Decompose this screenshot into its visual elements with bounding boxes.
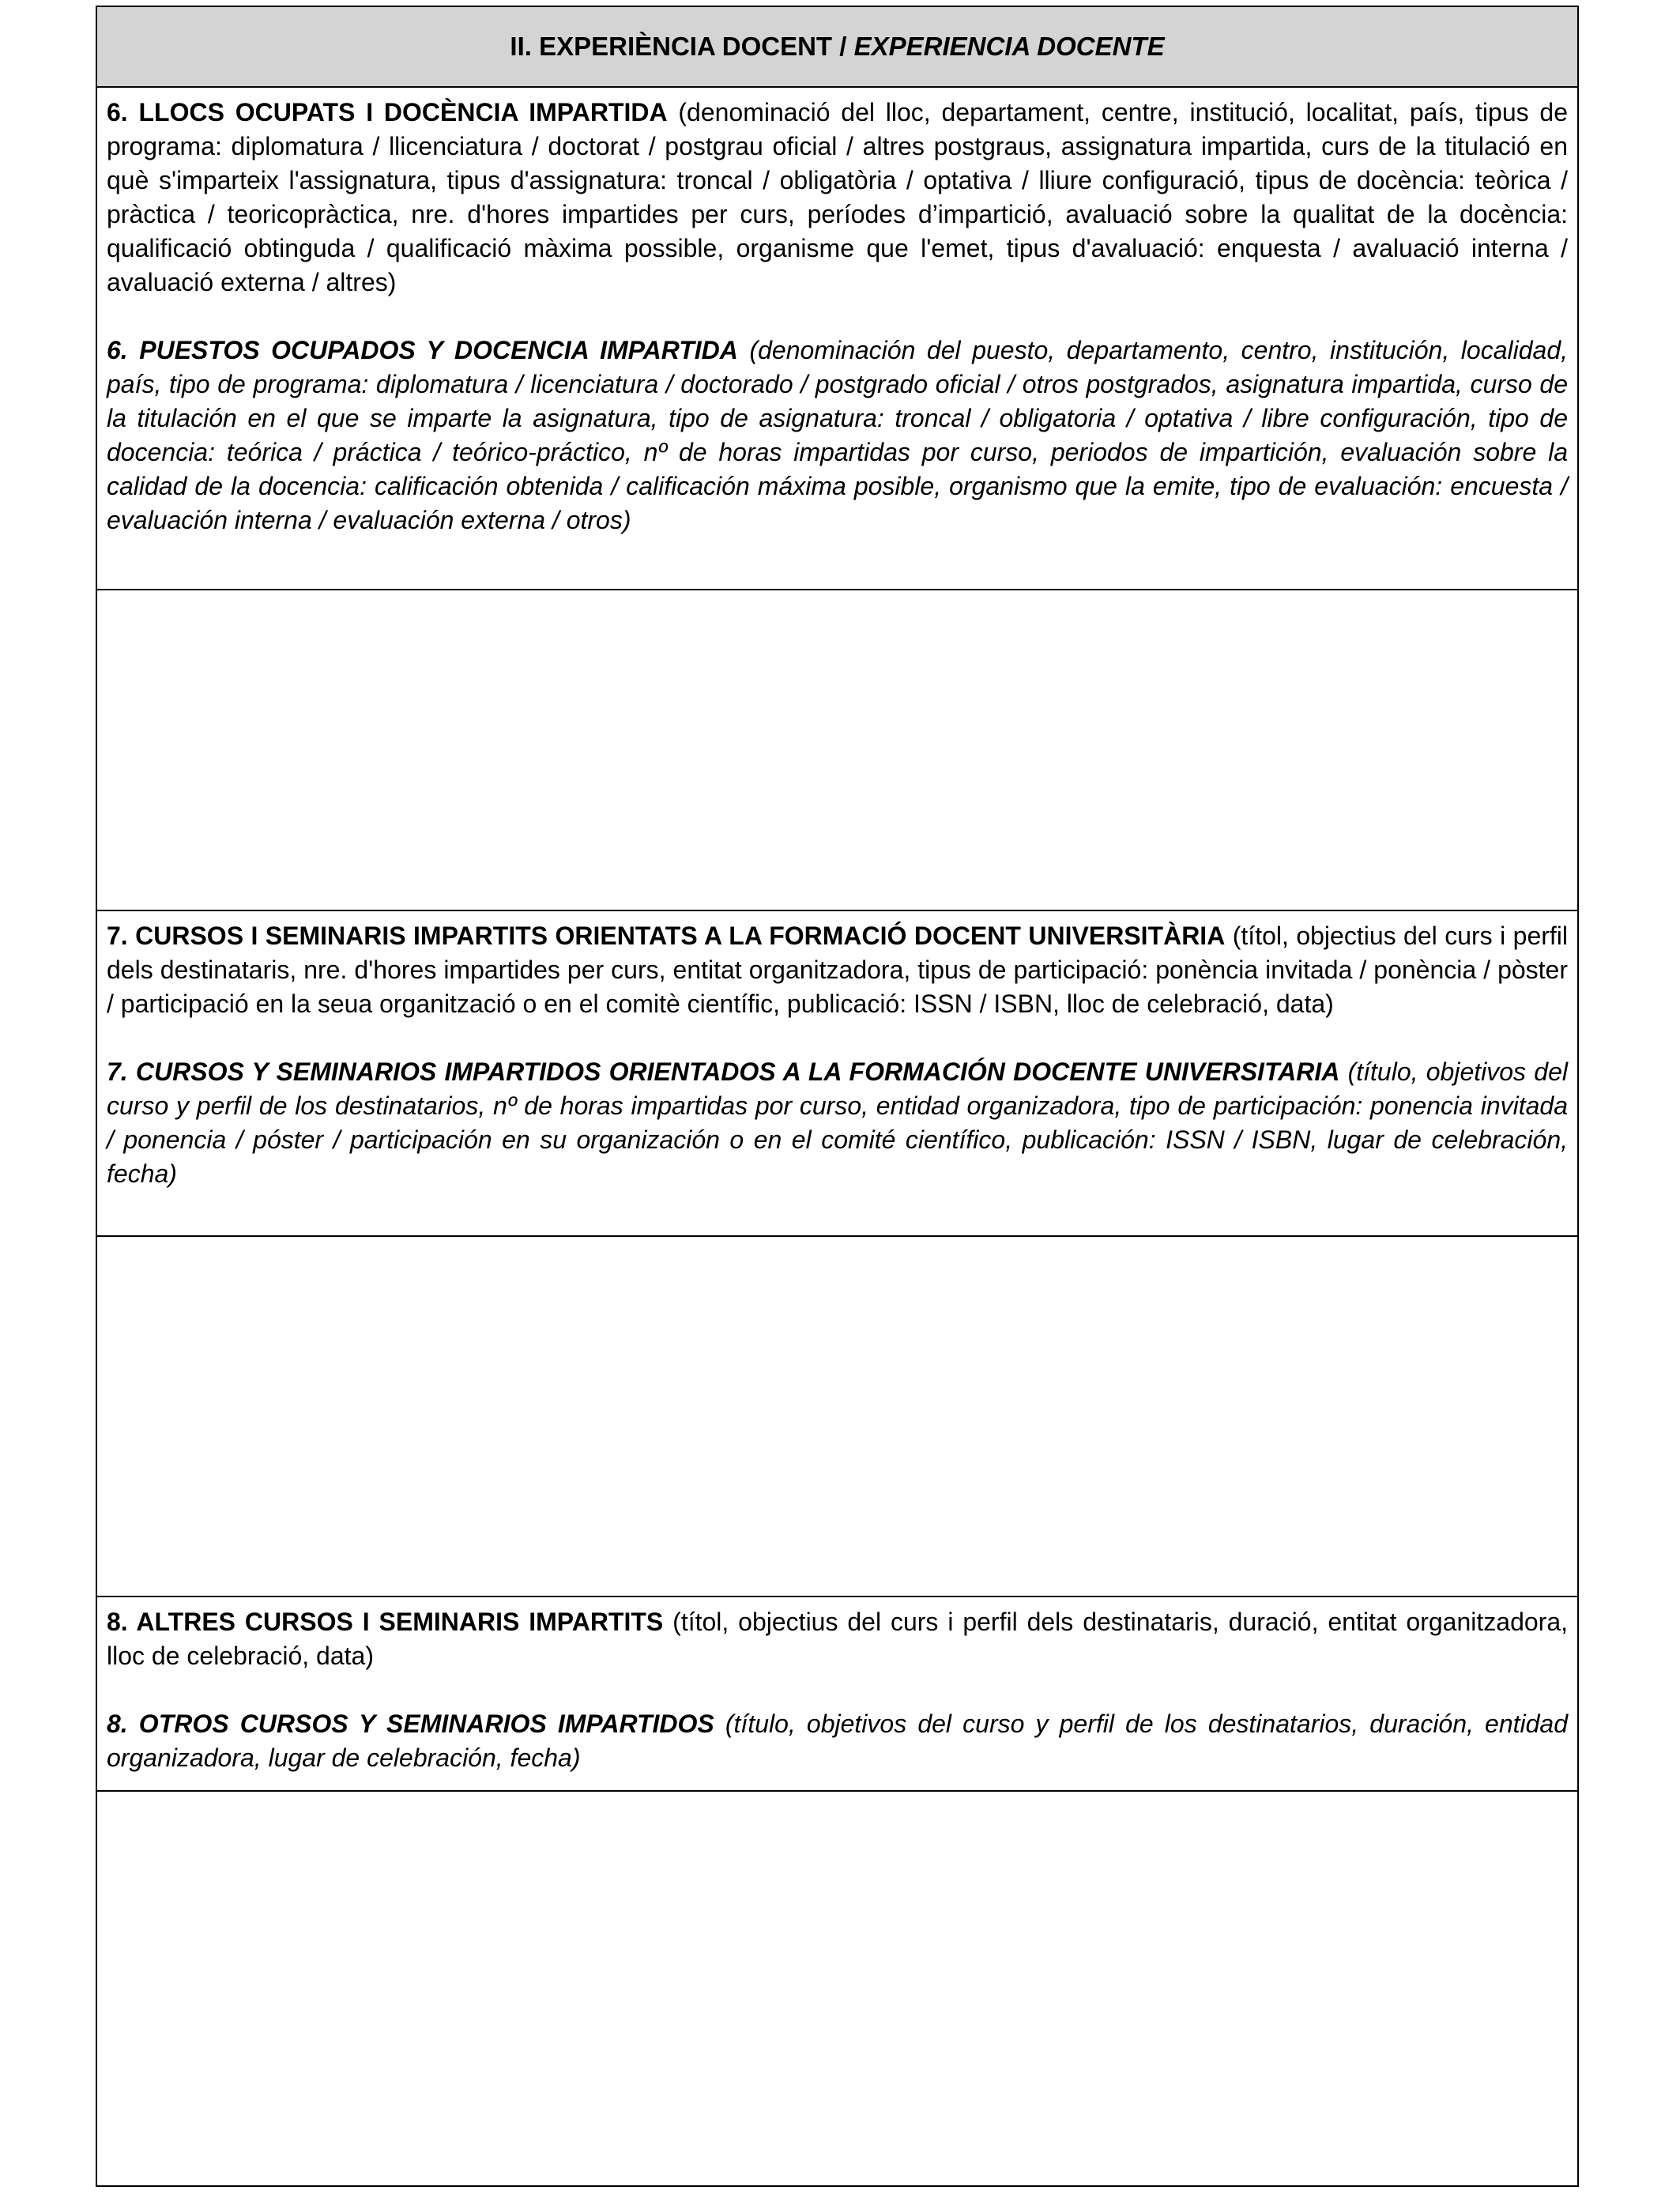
form-header-row	[96, 6, 1578, 87]
section-7-instructions-row	[96, 910, 1578, 1236]
section-6-instructions-row	[96, 87, 1578, 590]
section-7-catalan-title: 7. CURSOS I SEMINARIS IMPARTITS ORIENTATS A LA FORMACIÓ DOCENT UNIVERSITÀRIA	[107, 922, 1226, 950]
section-7-spanish-desc: (título, objetivos del curso y perfil de los destinatarios, nº de horas impartidas por curso, entidad organizadora, tipo de participación: ponencia invitada / ponencia / póster / participación en su organización o en el comité científico, publicación: ISSN / ISBN, lugar de celebración, fecha)	[107, 1057, 1569, 1188]
header-italic: EXPERIENCIA DOCENTE	[853, 32, 1165, 61]
section-7-spanish	[107, 1055, 1568, 1191]
section-6-spanish-title: 6. PUESTOS OCUPADOS Y DOCENCIA IMPARTIDA	[107, 336, 738, 364]
section-8-spanish-desc: (título, objetivos del curso y perfil de los destinatarios, duración, entidad organizadora, lugar de celebración, fecha)	[107, 1710, 1569, 1772]
section-8-spanish	[107, 1707, 1568, 1775]
teaching-experience-form	[96, 6, 1579, 2187]
section-6-instructions	[96, 87, 1578, 590]
section-8-catalan-title: 8. ALTRES CURSOS I SEMINARIS IMPARTITS	[107, 1608, 664, 1636]
section-8-instructions	[96, 1596, 1578, 1791]
section-7-spanish-title: 7. CURSOS Y SEMINARIOS IMPARTIDOS ORIENTADOS A LA FORMACIÓN DOCENTE UNIVERSITARIA	[107, 1057, 1340, 1086]
section-6-catalan	[107, 96, 1568, 300]
section-6-spanish-desc: (denominación del puesto, departamento, centro, institución, localidad, país, tipo de programa: diplomatura / licenciatura / doctorado / postgrado oficial / otros postgrados, asignatura impartida, curso de la titulación en el que se imparte la asignatura, tipo de asignatura: troncal / obligatoria / optativa / libre configuración, tipo de docencia: teórica / práctica / teórico-práctico, nº de horas impartidas por curso, periodos de impartición, evaluación sobre la calidad de la docencia: calificación obtenida / calificación máxima posible, organismo que la emite, tipo de evaluación: encuesta / evaluación interna / evaluación externa / otros)	[107, 336, 1569, 534]
section-7-catalan-desc: (títol, objectius del curs i perfil dels destinataris, nre. d'hores impartides per curs, entitat organitzadora, tipus de participació: ponència invitada / ponència / pòster / participació en la seua organització o en el comitè científic, publicació: ISSN / ISBN, lloc de celebració, data)	[107, 922, 1569, 1018]
section-8-spanish-title: 8. OTROS CURSOS Y SEMINARIOS IMPARTIDOS	[107, 1710, 714, 1738]
section-6-catalan-title: 6. LLOCS OCUPATS I DOCÈNCIA IMPARTIDA	[107, 98, 668, 126]
section-6-entry-field[interactable]	[96, 590, 1578, 910]
section-6-catalan-desc: (denominació del lloc, departament, centre, institució, localitat, país, tipus de programa: diplomatura / llicenciatura / doctorat / postgrau oficial / altres postgraus, assignatura impartida, curs de la titulació en què s'imparteix l'assignatura, tipus d'assignatura: troncal / obligatòria / optativa / lliure configuració, tipus de docència: teòrica / pràctica / teoricopràctica, nre. d'hores impartides per curs, períodes d’impartició, avaluació sobre la qualitat de la docència: qualificació obtinguda / qualificació màxima possible, organisme que l'emet, tipus d'avaluació: enquesta / avaluació interna / avaluació externa / altres)	[107, 98, 1568, 296]
section-7-entry-row	[96, 1236, 1578, 1596]
section-7-instructions	[96, 910, 1578, 1236]
section-8-catalan	[107, 1605, 1568, 1673]
section-8-catalan-desc: (títol, objectius del curs i perfil dels destinataris, duració, entitat organitzadora, lloc de celebració, data)	[107, 1608, 1569, 1670]
section-header	[96, 6, 1578, 87]
section-7-catalan	[107, 919, 1568, 1021]
section-6-entry-row	[96, 590, 1578, 910]
section-8-entry-row	[96, 1791, 1578, 2186]
section-8-instructions-row	[96, 1596, 1578, 1791]
section-7-entry-field[interactable]	[96, 1236, 1578, 1596]
section-8-entry-field[interactable]	[96, 1791, 1578, 2186]
section-6-spanish	[107, 334, 1568, 537]
header-prefix: II. EXPERIÈNCIA DOCENT /	[510, 32, 854, 61]
